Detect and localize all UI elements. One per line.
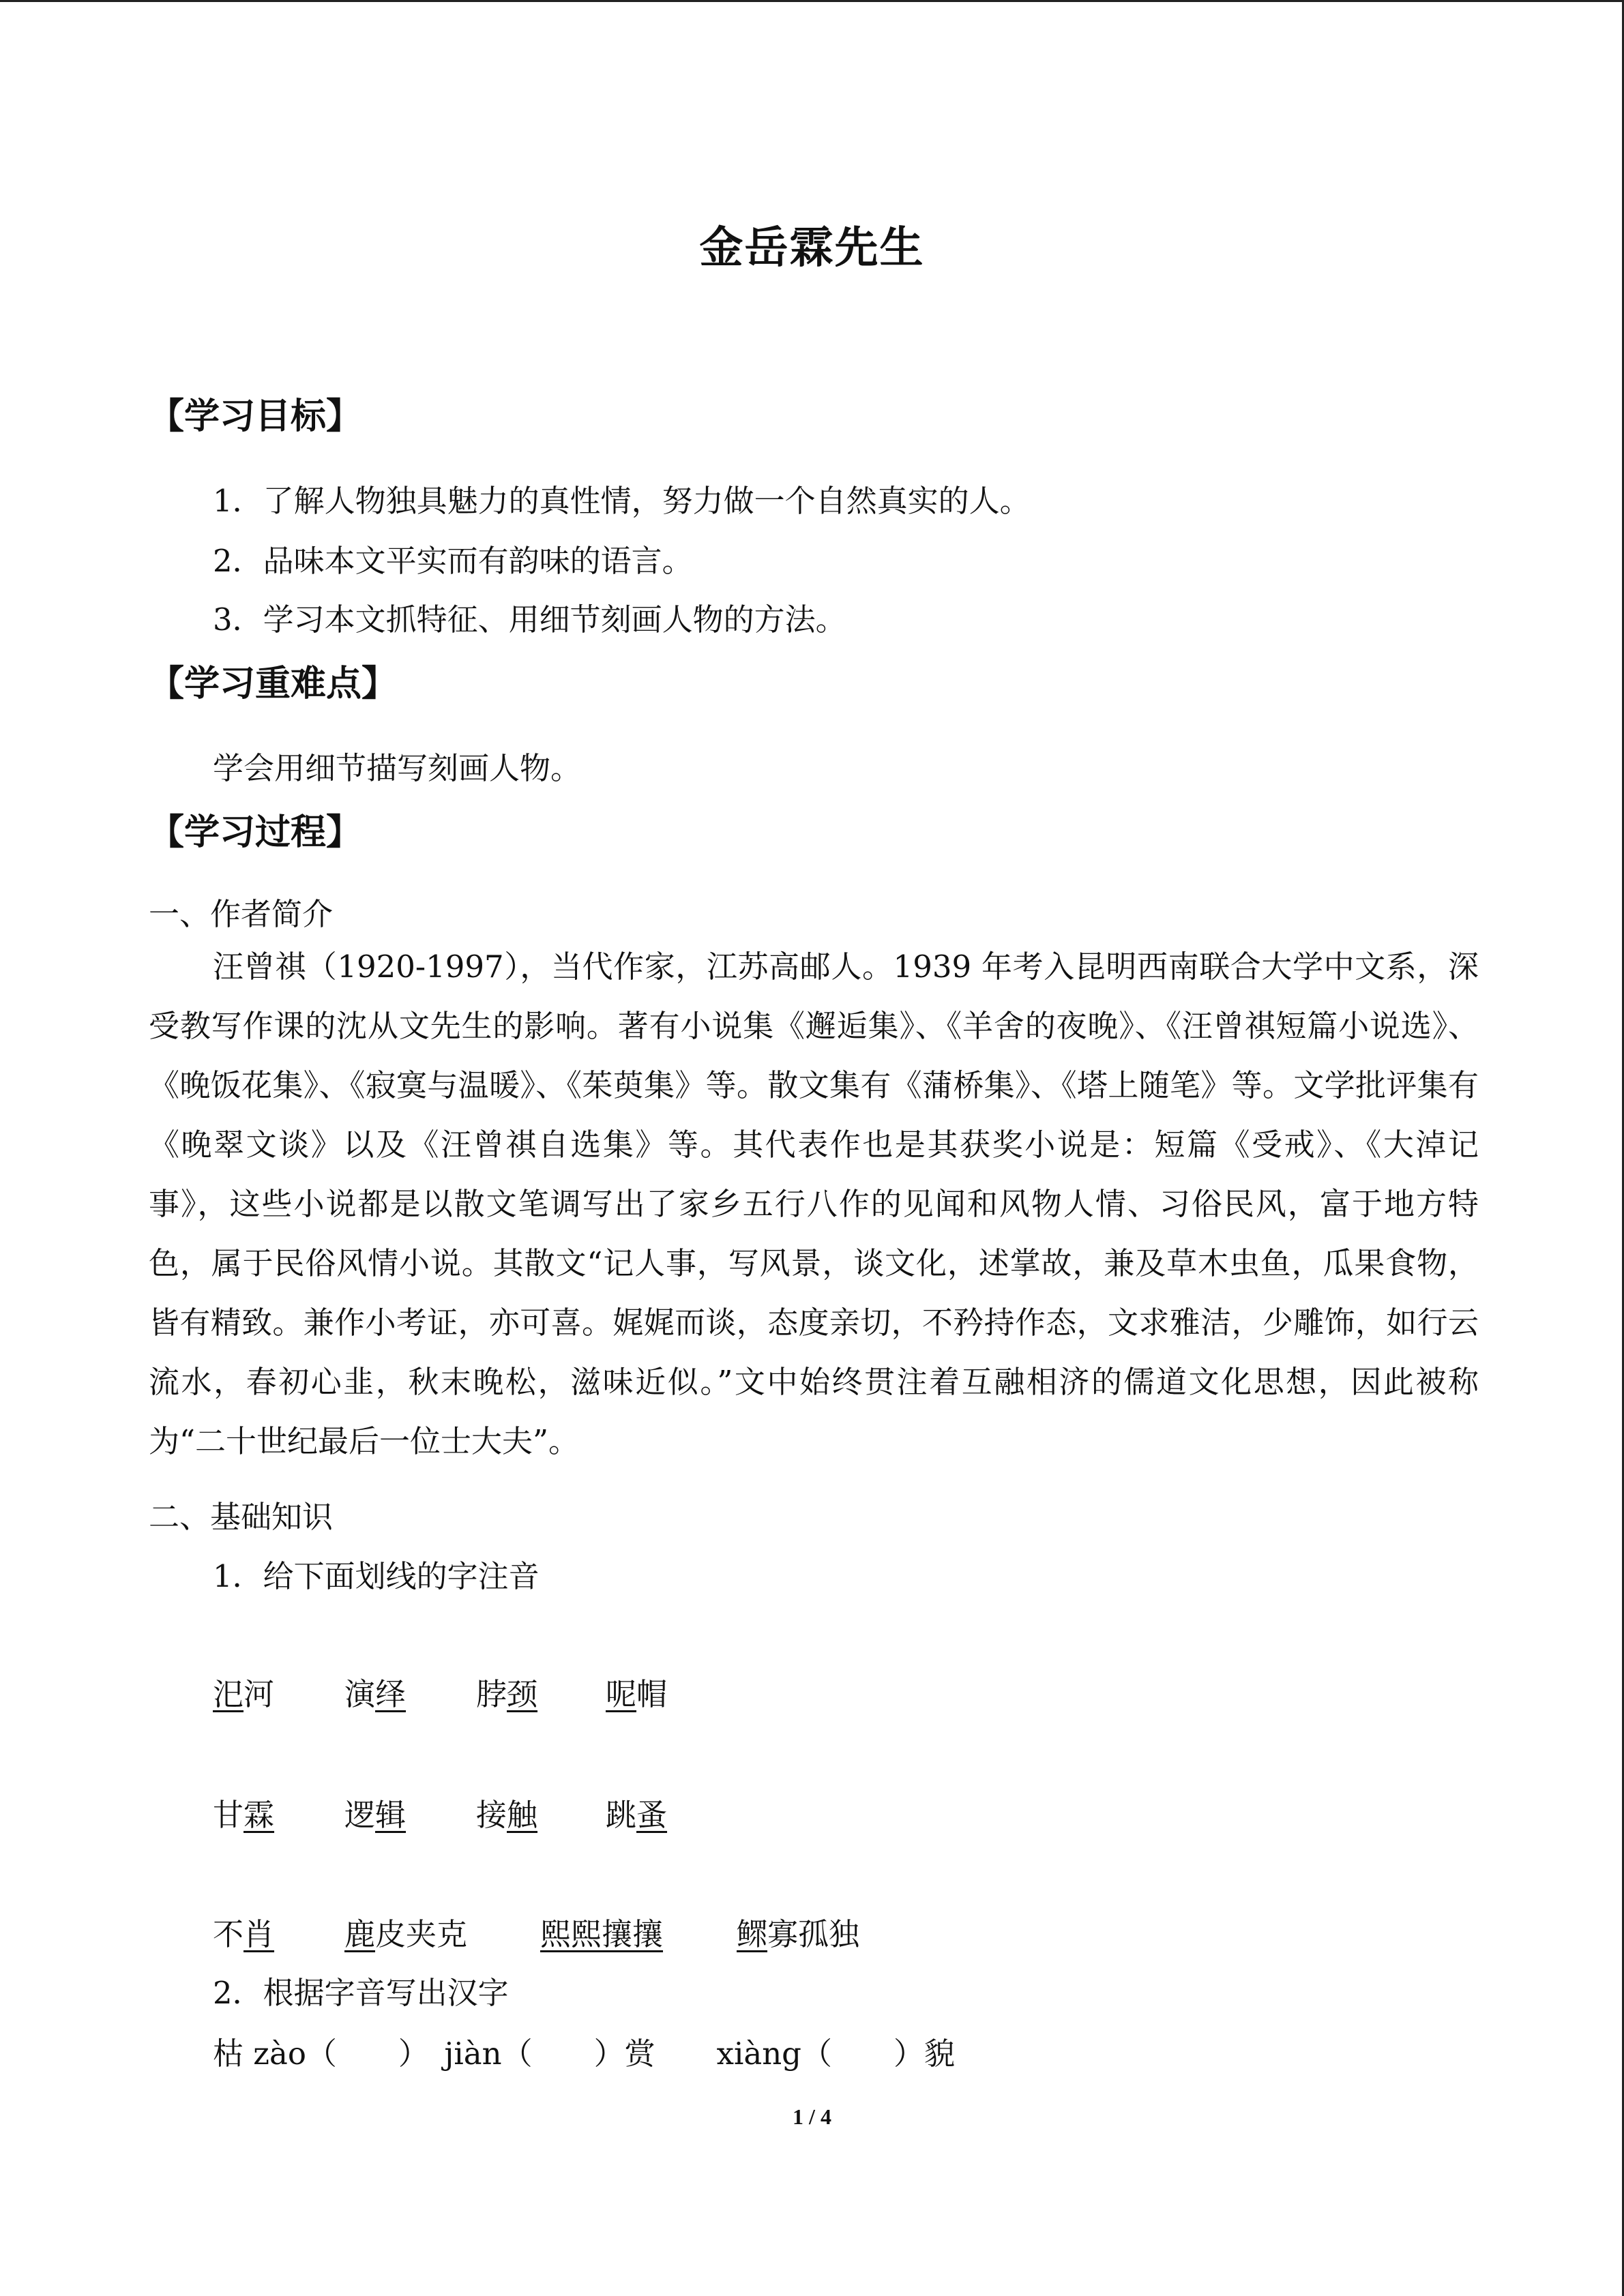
key-points-text: 学会用细节描写刻画人物。	[213, 750, 582, 786]
pinyin-item: 甘霖	[213, 1797, 275, 1833]
pinyin-item: 跳蚤	[606, 1797, 668, 1833]
pinyin-item: 演绎	[344, 1676, 407, 1712]
goal-item-2: 2．品味本文平实而有韵味的语言。	[213, 543, 693, 579]
pinyin-item: 不肖	[213, 1916, 275, 1952]
page-number: 1 / 4	[793, 2104, 831, 2129]
process-heading: 【学习过程】	[149, 811, 362, 853]
pinyin-item: 鳏寡孤独	[737, 1916, 860, 1952]
goal-item-3: 3．学习本文抓特征、用细节刻画人物的方法。	[213, 601, 846, 638]
key-points-heading: 【学习重难点】	[149, 663, 398, 704]
question-1: 1．给下面划线的字注音	[213, 1558, 540, 1594]
page-title: 金岳霖先生	[699, 222, 925, 273]
question-2: 2．根据字音写出汉字	[213, 1975, 509, 2011]
goal-item-1: 1．了解人物独具魅力的真性情，努力做一个自然真实的人。	[213, 483, 1031, 519]
pinyin-item: 脖颈	[476, 1676, 538, 1712]
pinyin-item: 接触	[476, 1797, 538, 1833]
pinyin-item: 汜河	[213, 1676, 275, 1712]
pinyin-item: 逻辑	[344, 1797, 407, 1833]
goals-heading: 【学习目标】	[149, 396, 362, 437]
pinyin-item: 熙熙攘攘	[540, 1916, 664, 1952]
author-heading: 一、作者简介	[149, 896, 334, 932]
basics-heading: 二、基础知识	[149, 1499, 334, 1535]
author-paragraph: 汪曾祺（1920-1997），当代作家，江苏高邮人。1939 年考入昆明西南联合大学中文系，深受教写作课的沈从文先生的影响。著有小说集《邂逅集》、《羊舍的夜晚》、《汪曾祺短篇小说选》、《晚饭花集》、《寂寞与温暖》、《茱萸集》等。散文集有《蒲桥集》、《塔上随笔》等。文学批评集有《晚翠文谈》以及《汪曾祺自选集》等。其代表作也是其获奖小说是：短篇《受戒》、《大淖记事》，这些小说都是以散文笔调写出了家乡五行八作的见闻和风物人情、习俗民风，富于地方特色，属于民俗风情小说。其散文“记人事，写风景，谈文化，述掌故，兼及草木虫鱼，瓜果食物，皆有精致。兼作小考证，亦可喜。娓娓而谈，态度亲切，不矜持作态，文求雅洁，少雕饰，如行云流水，春初心韭，秋末晚松，滋味近似。”文中始终贯注着互融相济的儒道文化思想，因此被称为“二十世纪最后一位士大夫”。	[149, 949, 1479, 1459]
question-2-line: 枯 zào（ ） jiàn（ ）赏 xiàng（ ）貌	[213, 2036, 955, 2072]
pinyin-item: 呢帽	[606, 1676, 668, 1712]
pinyin-item: 鹿皮夹克	[344, 1916, 468, 1952]
